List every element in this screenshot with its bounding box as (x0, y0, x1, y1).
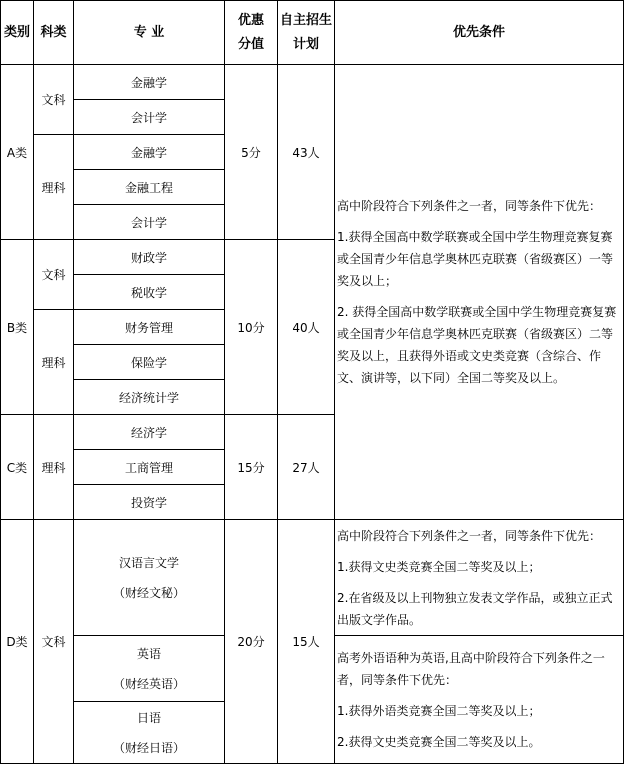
major-cell-english (74, 636, 225, 702)
major-note: （财经文秘） (112, 585, 185, 600)
header-subject: 科类 (34, 1, 74, 65)
subject-a-liberal: 文科 (34, 65, 74, 135)
major-cell: 工商管理 (74, 450, 225, 485)
category-a: A类 (1, 65, 34, 240)
major-cell-japanese (74, 702, 225, 764)
condition-abc-intro: 高中阶段符合下列条件之一者，同等条件下优先： (337, 199, 602, 213)
major-cell: 会计学 (74, 205, 225, 240)
major-name: 汉语言文学 (118, 555, 179, 570)
major-cell: 财务管理 (74, 310, 225, 345)
subject-d-liberal: 文科 (34, 520, 74, 764)
major-name: 英语 (136, 646, 161, 661)
major-cell: 经济学 (74, 415, 225, 450)
bonus-c: 15分 (225, 415, 278, 520)
subject-c-science: 理科 (34, 415, 74, 520)
major-cell: 金融学 (74, 135, 225, 170)
subject-b-liberal: 文科 (34, 240, 74, 310)
bonus-a: 5分 (225, 65, 278, 240)
condition-d-chinese-item1: 1.获得文史类竞赛全国二等奖及以上； (337, 559, 541, 574)
header-bonus-line2: 分值 (237, 36, 264, 52)
major-cell: 税收学 (74, 275, 225, 310)
major-cell: 经济统计学 (74, 380, 225, 415)
condition-d-language-item2: 2.获得文史类竞赛全国二等奖及以上。 (337, 734, 541, 749)
major-cell: 保险学 (74, 345, 225, 380)
header-plan (278, 1, 335, 65)
bonus-d: 20分 (225, 520, 278, 764)
major-cell: 金融工程 (74, 170, 225, 205)
condition-abc (335, 65, 624, 520)
condition-d-chinese (335, 520, 624, 636)
subject-b-science: 理科 (34, 310, 74, 415)
condition-d-language-item1: 1.获得外语类竞赛全国二等奖及以上； (337, 703, 541, 718)
condition-abc-item2: 2. 获得全国高中数学联赛或全国中学生物理竞赛复赛或全国青少年信息学奥林匹克联赛（省级赛区）二等奖及以上，且获得外语或文史类竞赛（含综合、作文、演讲等，以下同）全国二等奖及以上。 (337, 305, 617, 385)
header-condition: 优先条件 (335, 1, 624, 65)
plan-a: 43人 (278, 65, 335, 240)
major-note: （财经日语） (112, 740, 185, 755)
condition-d-chinese-item2: 2.在省级及以上刊物独立发表文学作品，或独立正式出版文学作品。 (337, 590, 613, 627)
header-category: 类别 (1, 1, 34, 65)
major-note: （财经英语） (112, 676, 185, 691)
category-d: D类 (1, 520, 34, 764)
plan-c: 27人 (278, 415, 335, 520)
subject-a-science: 理科 (34, 135, 74, 240)
major-cell: 金融学 (74, 65, 225, 100)
condition-abc-item1: 1.获得全国高中数学联赛或全国中学生物理竞赛复赛或全国青少年信息学奥林匹克联赛（省级赛区）一等奖及以上； (337, 230, 614, 288)
header-plan-line2: 计划 (292, 36, 319, 52)
plan-d: 15人 (278, 520, 335, 764)
major-cell: 会计学 (74, 100, 225, 135)
plan-b: 40人 (278, 240, 335, 415)
header-major: 专 业 (74, 1, 225, 65)
header-bonus (225, 1, 278, 65)
category-c: C类 (1, 415, 34, 520)
header-bonus-line1: 优惠 (237, 12, 264, 28)
condition-d-language-intro: 高考外语语种为英语,且高中阶段符合下列条件之一者，同等条件下优先： (337, 650, 605, 687)
condition-d-chinese-intro: 高中阶段符合下列条件之一者，同等条件下优先： (337, 528, 602, 543)
major-cell: 投资学 (74, 485, 225, 520)
major-name: 日语 (136, 710, 161, 725)
bonus-b: 10分 (225, 240, 278, 415)
header-plan-line1: 自主招生 (279, 12, 332, 28)
major-cell-chinese (74, 520, 225, 636)
category-b: B类 (1, 240, 34, 415)
major-cell: 财政学 (74, 240, 225, 275)
condition-d-language (335, 636, 624, 764)
